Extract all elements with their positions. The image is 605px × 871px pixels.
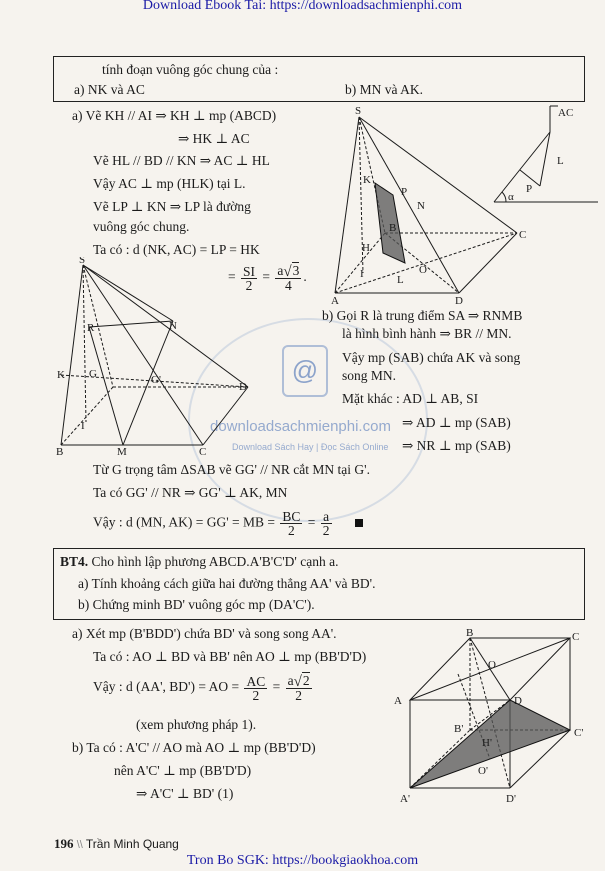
- sol-b-line9: Ta có GG' // NR ⇒ GG' ⊥ AK, MN: [93, 485, 288, 500]
- box-item-a: a) NK và AC: [74, 82, 145, 97]
- fig3-label-AC: AC: [558, 107, 574, 119]
- sol-a-line1: a) Vẽ KH // AI ⇒ KH ⊥ mp (ABCD): [72, 108, 277, 123]
- fig2-label-M: M: [117, 446, 127, 458]
- watermark-site: downloadsachmienphi.com: [210, 418, 391, 435]
- fig1-label-H: H: [362, 242, 370, 254]
- fig4-label-O: O: [488, 659, 496, 671]
- footer-sgk-link[interactable]: Tron Bo SGK: https://bookgiaokhoa.com: [186, 853, 419, 868]
- fig2-label-S: S: [79, 257, 86, 266]
- fig2-label-I: I: [81, 420, 85, 432]
- fig1-label-L: L: [397, 274, 404, 286]
- box-item-b: b) MN và AK.: [345, 82, 423, 97]
- sol4-line6: nên A'C' ⊥ mp (BB'D'D): [114, 763, 252, 778]
- watermark-book-icon: @: [282, 345, 328, 397]
- sol-b-line2: là hình bình hành ⇒ BR // MN.: [342, 326, 512, 341]
- sol-a-line6: vuông góc chung.: [93, 219, 190, 234]
- fig1-label-A: A: [331, 295, 339, 307]
- fig3-label-alpha: α: [508, 191, 514, 203]
- sol4-line7: ⇒ A'C' ⊥ BD' (1): [136, 786, 234, 801]
- sol-a-formula: = $\frac{SI}{2}$ = $\frac{a√3}{4}$ .: [228, 263, 307, 293]
- sol-b-line1: b) Gọi R là trung điểm SA ⇒ RNMB: [322, 308, 523, 323]
- sol-b-line4: song MN.: [342, 368, 397, 383]
- fig3-label-P: P: [526, 183, 533, 195]
- page-number: 196: [54, 836, 74, 851]
- fig1-label-C: C: [519, 229, 527, 241]
- bt4-title: BT4. Cho hình lập phương ABCD.A'B'C'D' cạnh a.: [60, 554, 339, 569]
- sol-b-line8: Từ G trọng tâm ΔSAB vẽ GG' // NR cắt MN tại G'.: [93, 462, 370, 477]
- figure-pyramid-2: [53, 257, 263, 462]
- sol-b-formula: Vậy : d (MN, AK) = GG' = MB = $\frac{BC}{2}$ = $\frac{a}{2}$: [93, 510, 363, 537]
- sol4-line5: b) Ta có : A'C' // AO mà AO ⊥ mp (BB'D'D): [72, 740, 316, 755]
- end-proof-square: [355, 519, 363, 527]
- sol-b-line5: Mặt khác : AD ⊥ AB, SI: [342, 391, 479, 406]
- fig2-label-Gp: G': [151, 374, 161, 386]
- header-download-link[interactable]: Download Ebook Tai: https://downloadsachmienphi.com: [142, 0, 463, 13]
- sol-b-line7: ⇒ NR ⊥ mp (SAB): [402, 438, 511, 453]
- sol-b-line6: ⇒ AD ⊥ mp (SAB): [402, 415, 511, 430]
- bt4-item-b: b) Chứng minh BD' vuông góc mp (DA'C').: [78, 597, 315, 612]
- sol4-line1: a) Xét mp (B'BDD') chứa BD' và song song AA'.: [72, 626, 337, 641]
- sol4-line4: (xem phương pháp 1).: [136, 717, 257, 732]
- sol4-line2: Ta có : AO ⊥ BD và BB' nên AO ⊥ mp (BB'D'D): [93, 649, 367, 664]
- fig2-label-D: D: [239, 381, 247, 393]
- fig4-label-Cp: C': [574, 727, 584, 739]
- fig2-label-C: C: [199, 446, 207, 458]
- sol-a-line4: Vậy AC ⊥ mp (HLK) tại L.: [93, 176, 246, 191]
- page-author: Trần Minh Quang: [85, 837, 179, 851]
- fig1-label-P: P: [401, 186, 408, 198]
- watermark-subtitle: Download Sách Hay | Đọc Sách Online: [232, 442, 389, 452]
- figure-cube: [392, 628, 598, 808]
- fig4-label-Op: O': [478, 765, 488, 777]
- fig1-label-I: I: [360, 268, 364, 280]
- fig4-label-Hp: H': [482, 737, 492, 749]
- sol-a-line2: ⇒ HK ⊥ AC: [178, 131, 250, 146]
- fig4-label-D: D: [514, 695, 522, 707]
- sol-a-line7: Ta có : d (NK, AC) = LP = HK: [93, 242, 260, 257]
- fig2-label-N: N: [169, 320, 177, 332]
- fig1-label-S: S: [355, 105, 362, 117]
- fig4-label-Dp: D': [506, 793, 516, 805]
- bt4-item-a: a) Tính khoảng cách giữa hai đường thẳng AA' và BD'.: [78, 576, 376, 591]
- figure-angle-small: [490, 102, 602, 212]
- box-line1: tính đoạn vuông góc chung của :: [102, 62, 279, 77]
- fig1-label-N: N: [417, 200, 425, 212]
- fig2-label-K: K: [57, 369, 65, 381]
- sol4-formula: Vậy : d (AA', BD') = AO = $\frac{AC}{2}$ = $\frac{a√2}{2}$: [93, 673, 310, 703]
- sol-b-line3: Vậy mp (SAB) chứa AK và song: [342, 350, 521, 365]
- fig4-label-Ap: A': [400, 793, 410, 805]
- fig4-label-A: A: [394, 695, 402, 707]
- fig1-label-B: B: [389, 222, 397, 234]
- sol-a-line3: Vẽ HL // BD // KN ⇒ AC ⊥ HL: [93, 153, 270, 168]
- fig1-label-D: D: [455, 295, 463, 307]
- fig2-label-G: G: [89, 368, 97, 380]
- fig4-label-C: C: [572, 631, 580, 643]
- sol-a-line5: Vẽ LP ⊥ KN ⇒ LP là đường: [93, 199, 251, 214]
- fig1-label-O: O: [419, 264, 427, 276]
- fig4-label-B: B: [466, 628, 474, 639]
- fig1-label-K: K: [363, 174, 371, 186]
- page-footer: 196 \\ Trần Minh Quang: [54, 836, 179, 851]
- fig2-label-R: R: [87, 322, 95, 334]
- fig3-label-L: L: [557, 155, 564, 167]
- fig2-label-B: B: [56, 446, 64, 458]
- fig4-label-Bp: B': [454, 723, 464, 735]
